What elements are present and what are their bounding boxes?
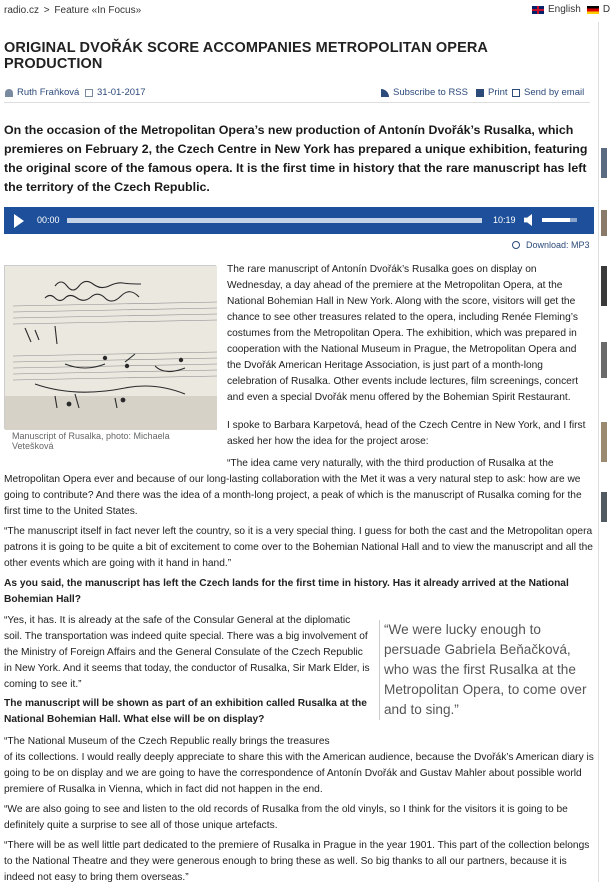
language-current[interactable]: English: [548, 4, 581, 15]
sidebar-thumb-3[interactable]: [601, 266, 607, 306]
sidebar-thumb-6[interactable]: [601, 492, 607, 522]
pull-quote: [379, 620, 594, 720]
question-1: As you said, the manuscript has left the Czech lands for the first time in history. Has it already arrived at the National Bohemian Hall?: [4, 578, 569, 605]
top-bar: [0, 0, 610, 20]
current-time: 00:00: [37, 215, 60, 225]
language-other[interactable]: D: [602, 4, 610, 15]
paragraph-8: “There will be as well little part dedicated to the premiere of Rusalka in Prague in the year 1901. This part of the collection belongs to the National Theatre and they were generous enough to bring these as well. So big thanks to all our partners, because it is indeed not easy to bring them overseas.”: [4, 840, 590, 883]
paragraph-1: The rare manuscript of Antonín Dvořák’s Rusalka goes on display on Wednesday, a day ahead of the premiere at the Metropolitan Opera, at the National Bohemian Hall in New York. Along with the score, visitors will get the chance to see other treasures related to the opera, including Renée Fleming’s costumes from the Metropolitan Opera. The exhibition, which was prepared in cooperation with the National Museum in Prague, the Metropolitan Opera and the Dvořák American Heritage Association, is just part of a month-long celebration of Rusalka. Other events include lectures, film screenings, concert and even a special Dvořák menu offered by the Bohemian Spirit Restaurant.: [227, 264, 579, 403]
paragraph-6-cont: of its collections. I would really deeply appreciate to share this with the American audience, because the Dvořák’s American diary is going to be on display and we are going to have the correspondence of Antonín Dvořák and Gustav Mahler about possible world premiere of Rusalka in Vienna, which in fact did not happen in the end.: [4, 752, 594, 795]
breadcrumb-site[interactable]: radio.cz: [4, 5, 40, 16]
duration: 10:19: [493, 215, 516, 225]
play-icon[interactable]: [14, 214, 24, 228]
article-meta-bar: [4, 87, 590, 103]
photo-caption: Manuscript of Rusalka, photo: Michaela Vetešková: [12, 431, 170, 451]
sidebar-thumb-1[interactable]: [601, 148, 607, 178]
article-lead: On the occasion of the Metropolitan Opera’s new production of Antonín Dvořák’s Rusalka, which premieres on February 2, the Czech Centre in New York has prepared a unique exhibition, featuring the original score of the famous opera. It is the first time in history that the rare manuscript has left the territory of the Czech Republic.: [4, 123, 588, 194]
de-flag-icon[interactable]: [587, 6, 599, 14]
subscribe-rss-link[interactable]: [381, 87, 468, 98]
calendar-icon: [85, 89, 93, 97]
download-mp3-link[interactable]: [512, 240, 590, 250]
author[interactable]: [5, 87, 79, 98]
subscribe-label[interactable]: Subscribe to RSS: [393, 87, 468, 98]
paragraph-3-cont: Metropolitan Opera ever and because of our long-lasting collaboration with the Met it was a very natural step to ask: how are we going to contribute? And there was the idea of a month-long project, a peak of which is the manuscript of Rusalka coming for the first time to the United States.: [4, 474, 582, 517]
download-icon: [512, 241, 520, 249]
sidebar-thumb-5[interactable]: [601, 422, 607, 462]
manuscript-photo[interactable]: [4, 265, 216, 429]
question-2: The manuscript will be shown as part of an exhibition called Rusalka at the National Bohemian Hall. What else will be on display?: [4, 698, 367, 725]
publish-date: [85, 87, 146, 98]
breadcrumb: [4, 5, 143, 16]
mail-icon: [512, 89, 520, 97]
sidebar-thumb-2[interactable]: [601, 210, 607, 236]
paragraph-4: “The manuscript itself in fact never left the country, so it is a very special thing. I guess for both the cast and the Metropolitan opera patrons it is going to be quite a bit of excitement to come over to the Bohemian National Hall and to view the manuscript and all the other events which are going with it hand in hand.”: [4, 526, 593, 569]
paragraph-6-start: “The National Museum of the Czech Republic really brings the treasures: [4, 736, 330, 747]
article-title: ORIGINAL DVOŘÁK SCORE ACCOMPANIES METROPOLITAN OPERA PRODUCTION: [4, 40, 488, 72]
rss-icon: [381, 89, 389, 97]
breadcrumb-section[interactable]: Feature «In Focus»: [54, 5, 142, 16]
sidebar-thumb-4[interactable]: [601, 342, 607, 378]
right-sidebar-edge: [598, 22, 606, 882]
volume-icon[interactable]: [524, 214, 532, 226]
uk-flag-icon: [532, 6, 544, 14]
download-label[interactable]: Download: MP3: [526, 240, 590, 250]
manuscript-image: [5, 266, 217, 430]
paragraph-3-start: “The idea came very naturally, with the third production of Rusalka at the: [227, 458, 554, 469]
language-switcher[interactable]: [532, 4, 610, 15]
print-label[interactable]: Print: [488, 87, 508, 98]
send-label[interactable]: Send by email: [524, 87, 585, 98]
paragraph-2: I spoke to Barbara Karpetová, head of the Czech Centre in New York, and I first asked her how the idea for the project arose:: [227, 420, 586, 447]
progress-slider[interactable]: [67, 218, 482, 223]
audio-player: [4, 207, 594, 234]
date-text: 31-01-2017: [97, 87, 146, 98]
breadcrumb-separator: >: [43, 5, 50, 16]
print-link[interactable]: [476, 87, 508, 98]
person-icon: [5, 89, 13, 97]
send-email-link[interactable]: [512, 87, 584, 98]
print-icon: [476, 89, 484, 97]
volume-level: [542, 218, 570, 222]
pull-quote-text: “We were lucky enough to persuade Gabriela Beňačková, who was the first Rusalka at the Metropolitan Opera, to come over and to sing.”: [384, 622, 587, 717]
paragraph-5: “Yes, it has. It is already at the safe of the Consular General at the diplomatic soil. The transportation was indeed quite special. There was a big involvement of the Ministry of Foreign Affairs and the General Consulate of the Czech Republic in New York. And it seems that today, the conductor of Rusalka, Sir Mark Elder, is coming to see it.”: [4, 615, 370, 690]
paragraph-7: “We are also going to see and listen to the old records of Rusalka from the old vinyls, so I think for the visitors it is going to be definitely quite a surprise to see all of those unique artefacts.: [4, 804, 568, 831]
author-name[interactable]: Ruth Fraňková: [17, 87, 80, 98]
